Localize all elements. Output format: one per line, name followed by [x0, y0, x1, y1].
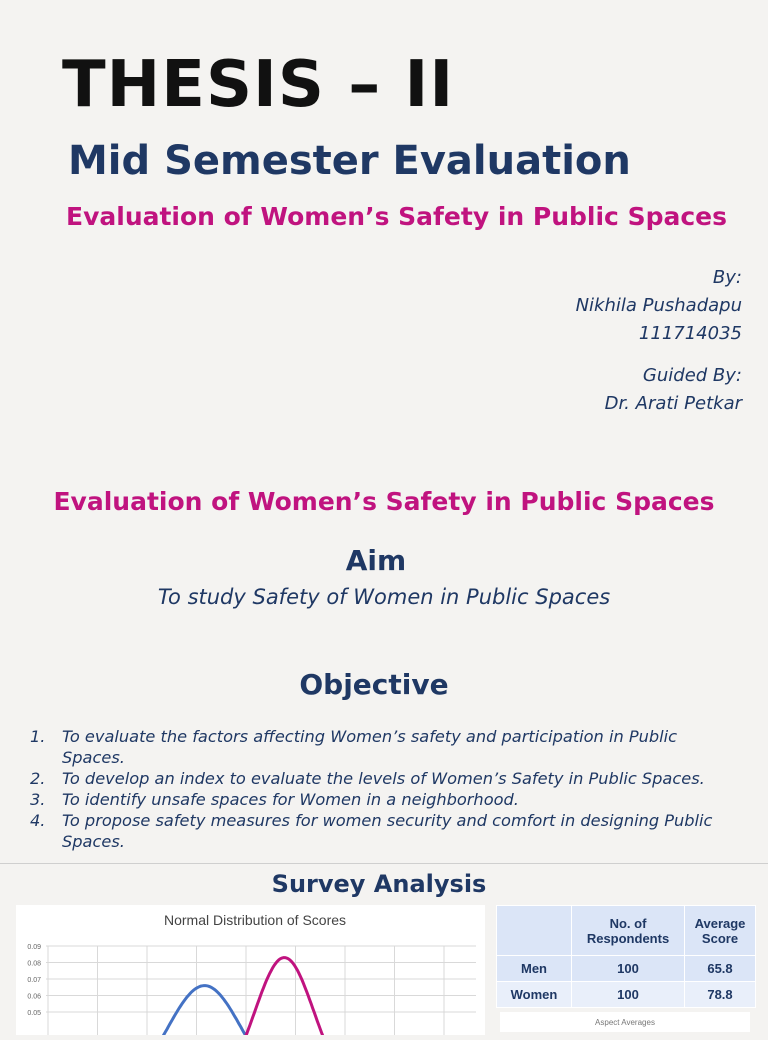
table-cell: 65.8 — [685, 956, 756, 982]
aim-text: To study Safety of Women in Public Spaces — [157, 585, 611, 609]
y-tick-label: 0.08 — [27, 960, 41, 968]
slide-title: THESIS – II — [62, 48, 455, 122]
list-item — [30, 726, 745, 768]
table-header-row — [497, 906, 756, 956]
credits-block — [576, 264, 742, 418]
table-header-cell: No. of Respondents — [572, 906, 685, 956]
aspect-chart-card: Aspect Averages — [500, 1012, 750, 1032]
list-item — [30, 768, 745, 789]
list-number: 2. — [30, 769, 46, 788]
survey-table — [496, 905, 756, 1008]
table-cell: 100 — [572, 956, 685, 982]
objective-heading: Objective — [299, 668, 449, 701]
table-row — [497, 982, 756, 1008]
author-name: Nikhila Pushadapu — [575, 295, 742, 316]
y-tick-label: 0.07 — [27, 977, 41, 984]
list-number: 4. — [30, 811, 46, 830]
table-cell: Men — [497, 956, 572, 982]
list-item — [30, 810, 745, 852]
y-tick-label: 0.05 — [27, 1010, 41, 1017]
list-text: To propose safety measures for women security and comfort in designing Public Spaces. — [62, 811, 713, 851]
by-label: By: — [712, 267, 742, 288]
table-header-cell — [497, 906, 572, 956]
aim-heading: Aim — [345, 544, 407, 577]
list-text: To evaluate the factors affecting Women’s safety and participation in Public Spaces. — [62, 727, 678, 767]
list-number: 1. — [30, 727, 46, 746]
objective-list — [30, 726, 745, 852]
series-line-1 — [190, 958, 379, 1035]
guide-name: Dr. Arati Petkar — [604, 393, 742, 414]
chart-title: Normal Distribution of Scores — [163, 912, 347, 928]
y-tick-label: 0.06 — [27, 993, 41, 1001]
table-cell: Women — [497, 982, 572, 1008]
chart-svg — [16, 905, 485, 1035]
guide-label: Guided By: — [642, 365, 742, 386]
roll-number: 111714035 — [638, 323, 742, 344]
survey-heading: Survey Analysis — [271, 870, 487, 898]
table-cell: 100 — [572, 982, 685, 1008]
table-row — [497, 956, 756, 982]
list-number: 3. — [30, 790, 46, 809]
list-item — [30, 789, 745, 810]
table-cell: 78.8 — [685, 982, 756, 1008]
topic-heading: Evaluation of Women’s Safety in Public Spaces — [66, 202, 728, 231]
list-text: To develop an index to evaluate the levels of Women’s Safety in Public Spaces. — [62, 769, 705, 788]
table-header-cell: Average Score — [685, 906, 756, 956]
slide-subtitle: Mid Semester Evaluation — [68, 138, 631, 184]
section-topic-heading: Evaluation of Women’s Safety in Public Spaces — [53, 487, 715, 516]
y-tick-label: 0.09 — [27, 944, 41, 951]
series-line-0 — [86, 986, 323, 1035]
list-text: To identify unsafe spaces for Women in a neighborhood. — [62, 790, 519, 809]
section-divider — [0, 863, 768, 864]
distribution-chart — [16, 905, 485, 1035]
